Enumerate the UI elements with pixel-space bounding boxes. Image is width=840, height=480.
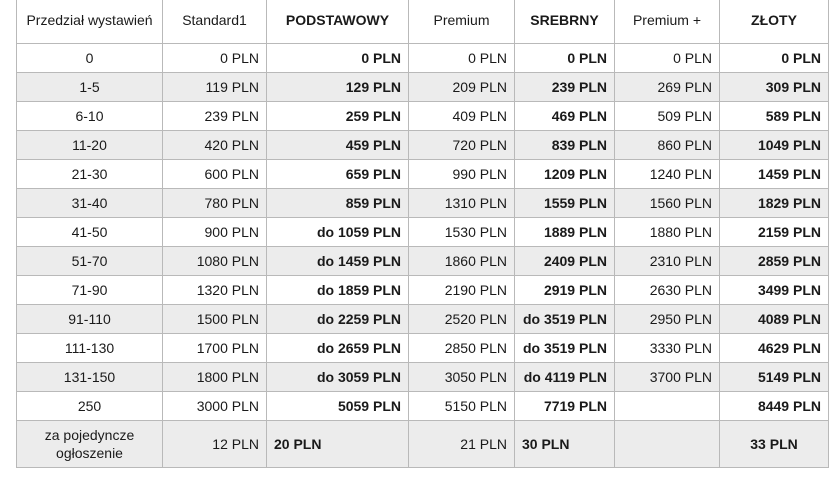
cell-range: 131-150 — [17, 363, 163, 392]
cell-srebrny: 2919 PLN — [515, 276, 615, 305]
cell-podstawowy: 129 PLN — [267, 73, 409, 102]
cell-premium: 2850 PLN — [409, 334, 515, 363]
cell-zloty: 33 PLN — [720, 421, 829, 468]
cell-standard1: 1700 PLN — [163, 334, 267, 363]
cell-srebrny: do 3519 PLN — [515, 305, 615, 334]
cell-premium: 21 PLN — [409, 421, 515, 468]
cell-standard1: 239 PLN — [163, 102, 267, 131]
cell-srebrny: 2409 PLN — [515, 247, 615, 276]
cell-premium: 990 PLN — [409, 160, 515, 189]
cell-srebrny: 839 PLN — [515, 131, 615, 160]
cell-standard1: 12 PLN — [163, 421, 267, 468]
header-premium: Premium — [409, 0, 515, 44]
cell-standard1: 1800 PLN — [163, 363, 267, 392]
cell-range: 1-5 — [17, 73, 163, 102]
cell-podstawowy: do 2659 PLN — [267, 334, 409, 363]
cell-standard1: 900 PLN — [163, 218, 267, 247]
cell-srebrny: 469 PLN — [515, 102, 615, 131]
header-podstawowy: PODSTAWOWY — [267, 0, 409, 44]
cell-premium-plus: 2630 PLN — [615, 276, 720, 305]
cell-premium: 720 PLN — [409, 131, 515, 160]
cell-premium-plus — [615, 392, 720, 421]
cell-srebrny: 30 PLN — [515, 421, 615, 468]
cell-range: 11-20 — [17, 131, 163, 160]
cell-range: 21-30 — [17, 160, 163, 189]
cell-zloty: 589 PLN — [720, 102, 829, 131]
cell-premium-plus: 0 PLN — [615, 44, 720, 73]
cell-range: 51-70 — [17, 247, 163, 276]
cell-podstawowy: 459 PLN — [267, 131, 409, 160]
cell-premium-plus: 1880 PLN — [615, 218, 720, 247]
cell-srebrny: 7719 PLN — [515, 392, 615, 421]
cell-zloty: 1049 PLN — [720, 131, 829, 160]
cell-premium-plus: 2950 PLN — [615, 305, 720, 334]
header-srebrny: SREBRNY — [515, 0, 615, 44]
cell-standard1: 420 PLN — [163, 131, 267, 160]
table-row — [17, 421, 829, 468]
header-standard1: Standard1 — [163, 0, 267, 44]
cell-podstawowy: 659 PLN — [267, 160, 409, 189]
cell-premium: 2520 PLN — [409, 305, 515, 334]
cell-zloty: 2159 PLN — [720, 218, 829, 247]
cell-premium-plus: 509 PLN — [615, 102, 720, 131]
cell-range: za pojedyncze ogłoszenie — [17, 421, 163, 468]
cell-range: 250 — [17, 392, 163, 421]
cell-range: 71-90 — [17, 276, 163, 305]
table-row — [17, 334, 829, 363]
cell-zloty: 4089 PLN — [720, 305, 829, 334]
cell-range: 31-40 — [17, 189, 163, 218]
cell-standard1: 1500 PLN — [163, 305, 267, 334]
cell-premium: 409 PLN — [409, 102, 515, 131]
cell-srebrny: do 3519 PLN — [515, 334, 615, 363]
cell-podstawowy: 259 PLN — [267, 102, 409, 131]
cell-range: 111-130 — [17, 334, 163, 363]
cell-premium-plus: 1240 PLN — [615, 160, 720, 189]
cell-srebrny: 0 PLN — [515, 44, 615, 73]
cell-standard1: 1080 PLN — [163, 247, 267, 276]
header-row — [17, 0, 829, 44]
header-zloty: ZŁOTY — [720, 0, 829, 44]
cell-premium: 1530 PLN — [409, 218, 515, 247]
table-row — [17, 276, 829, 305]
cell-srebrny: 1559 PLN — [515, 189, 615, 218]
cell-zloty: 8449 PLN — [720, 392, 829, 421]
cell-podstawowy: do 1059 PLN — [267, 218, 409, 247]
cell-srebrny: 1209 PLN — [515, 160, 615, 189]
cell-podstawowy: 859 PLN — [267, 189, 409, 218]
cell-standard1: 780 PLN — [163, 189, 267, 218]
cell-zloty: 1459 PLN — [720, 160, 829, 189]
table-row — [17, 392, 829, 421]
table-row — [17, 189, 829, 218]
table-row — [17, 131, 829, 160]
price-table — [16, 0, 829, 468]
cell-range: 41-50 — [17, 218, 163, 247]
table-row — [17, 160, 829, 189]
cell-range: 6-10 — [17, 102, 163, 131]
cell-range: 91-110 — [17, 305, 163, 334]
cell-premium-plus: 860 PLN — [615, 131, 720, 160]
cell-srebrny: do 4119 PLN — [515, 363, 615, 392]
cell-premium: 209 PLN — [409, 73, 515, 102]
cell-premium-plus: 269 PLN — [615, 73, 720, 102]
cell-premium: 1310 PLN — [409, 189, 515, 218]
cell-zloty: 5149 PLN — [720, 363, 829, 392]
table-row — [17, 305, 829, 334]
table-row — [17, 73, 829, 102]
cell-standard1: 0 PLN — [163, 44, 267, 73]
cell-srebrny: 1889 PLN — [515, 218, 615, 247]
cell-zloty: 0 PLN — [720, 44, 829, 73]
cell-premium-plus: 1560 PLN — [615, 189, 720, 218]
cell-premium: 0 PLN — [409, 44, 515, 73]
cell-podstawowy: 0 PLN — [267, 44, 409, 73]
table-row — [17, 44, 829, 73]
cell-zloty: 2859 PLN — [720, 247, 829, 276]
cell-premium: 3050 PLN — [409, 363, 515, 392]
cell-zloty: 4629 PLN — [720, 334, 829, 363]
cell-podstawowy: 20 PLN — [267, 421, 409, 468]
cell-premium: 2190 PLN — [409, 276, 515, 305]
header-range: Przedział wystawień — [17, 0, 163, 44]
cell-standard1: 600 PLN — [163, 160, 267, 189]
cell-premium-plus — [615, 421, 720, 468]
cell-standard1: 119 PLN — [163, 73, 267, 102]
cell-podstawowy: do 1459 PLN — [267, 247, 409, 276]
cell-zloty: 1829 PLN — [720, 189, 829, 218]
cell-premium-plus: 3330 PLN — [615, 334, 720, 363]
table-row — [17, 102, 829, 131]
cell-premium-plus: 3700 PLN — [615, 363, 720, 392]
header-premium-plus: Premium + — [615, 0, 720, 44]
cell-standard1: 1320 PLN — [163, 276, 267, 305]
cell-podstawowy: 5059 PLN — [267, 392, 409, 421]
cell-zloty: 3499 PLN — [720, 276, 829, 305]
cell-premium: 5150 PLN — [409, 392, 515, 421]
cell-podstawowy: do 2259 PLN — [267, 305, 409, 334]
cell-podstawowy: do 1859 PLN — [267, 276, 409, 305]
cell-podstawowy: do 3059 PLN — [267, 363, 409, 392]
table-row — [17, 247, 829, 276]
cell-premium: 1860 PLN — [409, 247, 515, 276]
cell-srebrny: 239 PLN — [515, 73, 615, 102]
cell-standard1: 3000 PLN — [163, 392, 267, 421]
table-row — [17, 363, 829, 392]
cell-range: 0 — [17, 44, 163, 73]
cell-zloty: 309 PLN — [720, 73, 829, 102]
table-row — [17, 218, 829, 247]
cell-premium-plus: 2310 PLN — [615, 247, 720, 276]
